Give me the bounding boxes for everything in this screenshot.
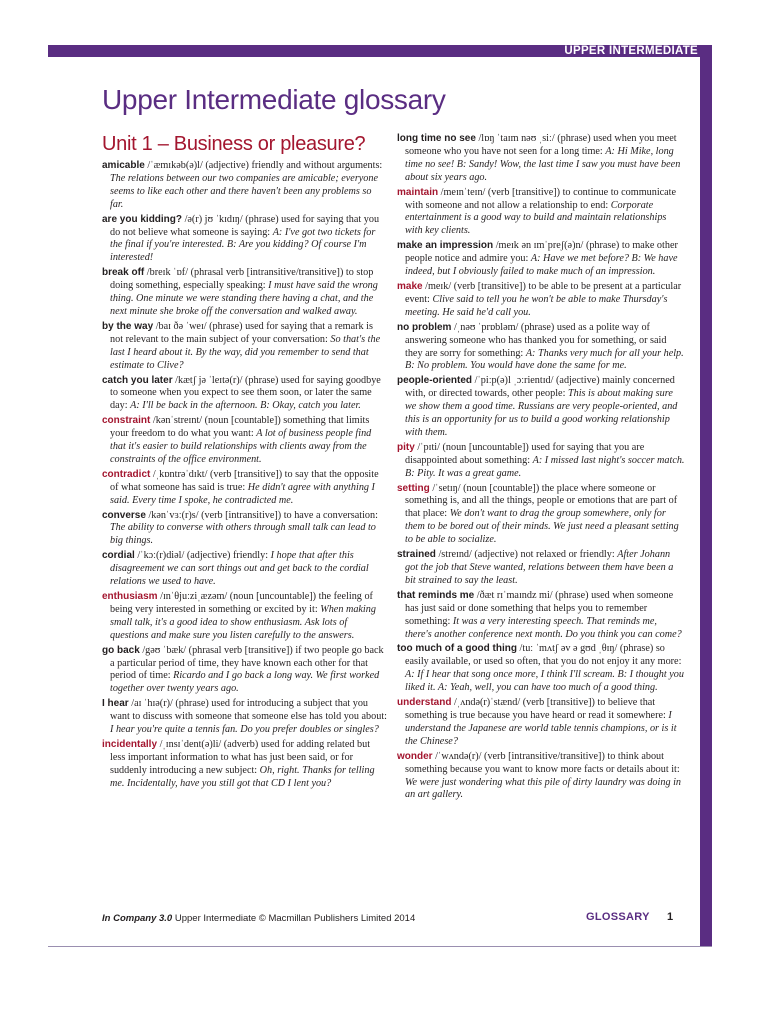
example: We don't want to drag the group somewhere, only for them to be bored out of their minds. We just need a pleasant setting to be able to socialize. (405, 508, 679, 546)
example: It was a very interesting speech. That reminds me, there's another conference next month. Do you think you can come? (405, 615, 682, 640)
example: Ricardo and I go back a long way. We first worked together over twenty years ago. (110, 670, 380, 695)
page-number: 1 (667, 911, 674, 923)
glossary-entry-no-problem (397, 322, 685, 374)
headword: amicable (102, 160, 145, 171)
definition: /lɒŋ ˈtaɪm nəʊ ˌsiː/ (phrase) used when you meet someone who you have not seen for a long time: (405, 133, 677, 157)
side-band (700, 45, 712, 947)
headword: contradict (102, 468, 151, 480)
headword: I hear (102, 698, 129, 710)
headword: strained (397, 549, 436, 561)
glossary-entry-understand (397, 697, 685, 749)
glossary-entry-people-oriented (397, 375, 685, 440)
headword: make an impression (397, 240, 494, 252)
definition: /ˈæmɪkəb(ə)l/ (adjective) friendly and without arguments: (144, 160, 383, 171)
glossary-entry-pity (397, 442, 685, 481)
publication-name: In Company 3.0 (102, 913, 173, 924)
definition: /baɪ ðə ˈweɪ/ (phrase) used for saying that a remark is not relevant to the main subject of your conversation: (110, 320, 373, 345)
example: This is about making sure we show them a good time. Russians are very people-oriented, and this is an opportunity for us to build a good working relationship with them. (405, 388, 678, 438)
glossary-entry-setting (397, 483, 685, 548)
glossary-entry-too-much-of-a-good-thing (397, 643, 685, 695)
glossary-entry-go-back (102, 645, 387, 697)
definition: /ˌnəʊ ˈprɒbləm/ (phrase) used as a polite way of answering someone who has thanked you for something, or said they are sorry for something: (405, 321, 667, 359)
glossary-entry-long-time-no-see (397, 133, 685, 185)
glossary-entry-make (397, 281, 685, 320)
example: A: Thanks very much for all your help. B: No problem. You would have done the same for me. (405, 347, 684, 372)
footer-copyright (102, 913, 415, 924)
definition: /kənˈvɜː(r)s/ (verb [intransitive]) to have a conversation: (145, 509, 378, 521)
example: A: I'll be back in the afternoon. B: Okay, catch you later. (130, 400, 361, 412)
example: The ability to converse with others through small talk can lead to big things. (110, 522, 376, 547)
glossary-entry-wonder (397, 751, 685, 803)
example: I hope that after this disagreement we can sort things out and get back to the cordial relations we used to have. (110, 550, 369, 588)
example: The relations between our two companies are amicable; everyone seems to like each other and there haven't been any problems so far. (110, 172, 379, 210)
example: A lot of business people find that it's easier to build relationships with clients away from the constraints of the office environment. (110, 428, 372, 465)
headword: converse (102, 509, 146, 521)
glossary-entry-maintain (397, 187, 685, 239)
headword: make (397, 280, 423, 292)
example: So that's the last I heard about it. By the way, did you remember to send that estimate to Clive? (110, 333, 381, 371)
glossary-entry-break-off (102, 267, 387, 319)
definition: /breɪk ˈɒf/ (phrasal verb [intransitive/transitive]) to stop doing something, especially speaking: (110, 267, 374, 292)
definition: /ˌɪnsɪˈdent(ə)li/ (adverb) used for adding related but less important information to what has just been said, or for suddenly introducing a new subject: (110, 738, 371, 776)
example: Clive said to tell you he won't be able to make Thursday's meeting. He said he'd call you. (405, 293, 668, 318)
headword: cordial (102, 550, 135, 562)
headword: incidentally (102, 738, 158, 750)
definition: /meɪnˈteɪn/ (verb [transitive]) to continue to communicate with someone and not allow a relationship to end: (405, 186, 677, 211)
headword: maintain (397, 186, 439, 198)
headword: understand (397, 697, 452, 709)
example: A: Have we met before? B: We have indeed, but I obviously failed to make much of an impression. (405, 253, 678, 278)
glossary-column-right (397, 133, 685, 804)
example: A: Hi Mike, long time no see! B: Sandy! Wow, the last time I saw you must have been about six years ago. (405, 145, 681, 183)
headword: setting (397, 482, 430, 494)
definition: /ˈpɪti/ (noun [uncountable]) used for saying that you are disappointed about something: (405, 441, 645, 466)
definition: /ˈwʌndə(r)/ (verb [intransitive/transitive]) to think about something because you want to know more facts or details about it: (405, 750, 680, 775)
example: Oh, right. Thanks for telling me. Incidentally, have you still got that CD I lent you? (110, 764, 375, 789)
definition: /ɪnˈθjuːziˌæzəm/ (noun [uncountable]) the feeling of being very interested in something or excited by it: (110, 591, 373, 615)
footer-label: GLOSSARY (586, 911, 650, 923)
glossary-entry-catch-you-later (102, 375, 387, 414)
header-label: UPPER INTERMEDIATE (564, 45, 698, 57)
headword: long time no see (397, 133, 476, 144)
glossary-entry-incidentally (102, 739, 387, 791)
headword: that reminds me (397, 589, 475, 601)
definition: /streɪnd/ (adjective) not relaxed or friendly: (435, 549, 618, 561)
definition: /meɪk/ (verb [transitive]) to be able to be present at a particular event: (405, 280, 682, 305)
glossary-entry-converse (102, 510, 387, 549)
definition: /aɪ ˈhɪə(r)/ (phrase) used for introducing a subject that you want to discuss with someone that someone else has told you about: (110, 698, 388, 723)
headword: go back (102, 644, 140, 656)
definition: /kənˈstreɪnt/ (noun [countable]) something that limits your freedom to do what you want: (110, 415, 370, 440)
definition: /ˌʌndə(r)ˈstænd/ (verb [transitive]) to believe that something is true because you have heard or read it somewhere: (405, 697, 669, 721)
glossary-entry-that-reminds-me (397, 590, 685, 642)
definition: /ˈpiːp(ə)l ˌɔːrientɪd/ (adjective) mainly concerned with, or directed towards, other people: (405, 375, 675, 400)
glossary-entry-enthusiasm (102, 591, 387, 643)
example: A: I've got two tickets for the final if you're interested. B: Are you kidding? Of course I'm interested! (110, 226, 376, 264)
definition: /ˈkɔː(r)diəl/ (adjective) friendly: (134, 550, 271, 562)
headword: no problem (397, 321, 452, 333)
glossary-entry-strained (397, 549, 685, 588)
headword: break off (102, 267, 145, 279)
definition: /ˌkɒntrəˈdɪkt/ (verb [transitive]) to say that the opposite of what someone has said is true: (110, 468, 379, 493)
headword: too much of a good thing (397, 643, 517, 655)
headword: catch you later (102, 374, 173, 386)
glossary-entry-constraint (102, 415, 387, 467)
example: He didn't agree with anything I said. Every time I spoke, he contradicted me. (110, 481, 375, 506)
headword: pity (397, 441, 415, 453)
example: A: If I hear that song once more, I think I'll scream. B: I thought you liked it. A: Yeah, well, you can have too much of a good thing. (405, 669, 684, 694)
page-title: Upper Intermediate glossary (102, 84, 446, 115)
definition: /gəʊ ˈbæk/ (phrasal verb [transitive]) if two people go back a particular period of time, they have known each other for that period of time: (110, 644, 384, 682)
example: We were just wondering what this pile of dirty laundry was doing in an art gallery. (405, 776, 682, 801)
headword: are you kidding? (102, 213, 183, 225)
definition: /ðæt rɪˈmaɪndz mi/ (phrase) used when someone has just said or done something that helps you to remember something: (405, 589, 674, 627)
example: A: I missed last night's soccer match. B: Pity. It was a great game. (405, 454, 685, 479)
copyright-text: Upper Intermediate © Macmillan Publishers Limited 2014 (172, 913, 416, 924)
glossary-column-left (102, 132, 387, 793)
definition: /ˈsetɪŋ/ (noun [countable]) the place where someone or something is, and all the things, people or emotions that are part of that place: (405, 482, 678, 520)
headword: constraint (102, 415, 151, 427)
definition: /ə(r) jʊ ˈkɪdɪŋ/ (phrase) used for saying that you do not believe what someone is saying: (110, 213, 380, 238)
glossary-entry-amicable (102, 160, 387, 212)
unit-title: Unit 1 – Business or pleasure? (102, 133, 366, 155)
definition: /tuː ˈmʌtʃ əv ə gʊd ˌθɪŋ/ (phrase) so easily available, or used so often, that you do not enjoy it any more: (405, 643, 682, 668)
glossary-entry-i-hear (102, 698, 387, 737)
example: When making small talk, it's a good idea to show enthusiasm. Ask lots of questions and make sure you listen carefully to the answers. (110, 603, 376, 641)
glossary-entry-make-an-impression (397, 240, 685, 279)
definition: /meɪk ən ɪmˈpreʃ(ə)n/ (phrase) to make other people notice and admire you: (405, 240, 678, 265)
headword: by the way (102, 320, 154, 332)
example: I hear you're quite a tennis fan. Do you prefer doubles or singles? (110, 724, 379, 736)
definition: /kætʃ jə ˈleɪtə(r)/ (phrase) used for saying goodbye to someone when you expect to see them soon, or later the same day: (110, 374, 381, 412)
example: After Johann got the job that Steve wanted, relations between them have been a bit strained to say the least. (405, 549, 674, 586)
example: I understand the Japanese are world table tennis champions, or is it the Chinese? (405, 709, 677, 747)
example: I must have said the wrong thing. One minute we were standing there having a chat, and the next minute she broke off the conversation and walked away. (110, 280, 378, 317)
example: Corporate entertainment is a good way to build and maintain relationships with key clients. (405, 199, 667, 237)
headword: people-oriented (397, 375, 473, 387)
glossary-entry-are-you-kidding (102, 214, 387, 266)
headword: wonder (397, 750, 433, 762)
glossary-entry-contradict (102, 469, 387, 508)
glossary-entry-cordial (102, 550, 387, 589)
headword: enthusiasm (102, 591, 158, 602)
glossary-entry-by-the-way (102, 321, 387, 373)
footer-divider (48, 946, 712, 947)
